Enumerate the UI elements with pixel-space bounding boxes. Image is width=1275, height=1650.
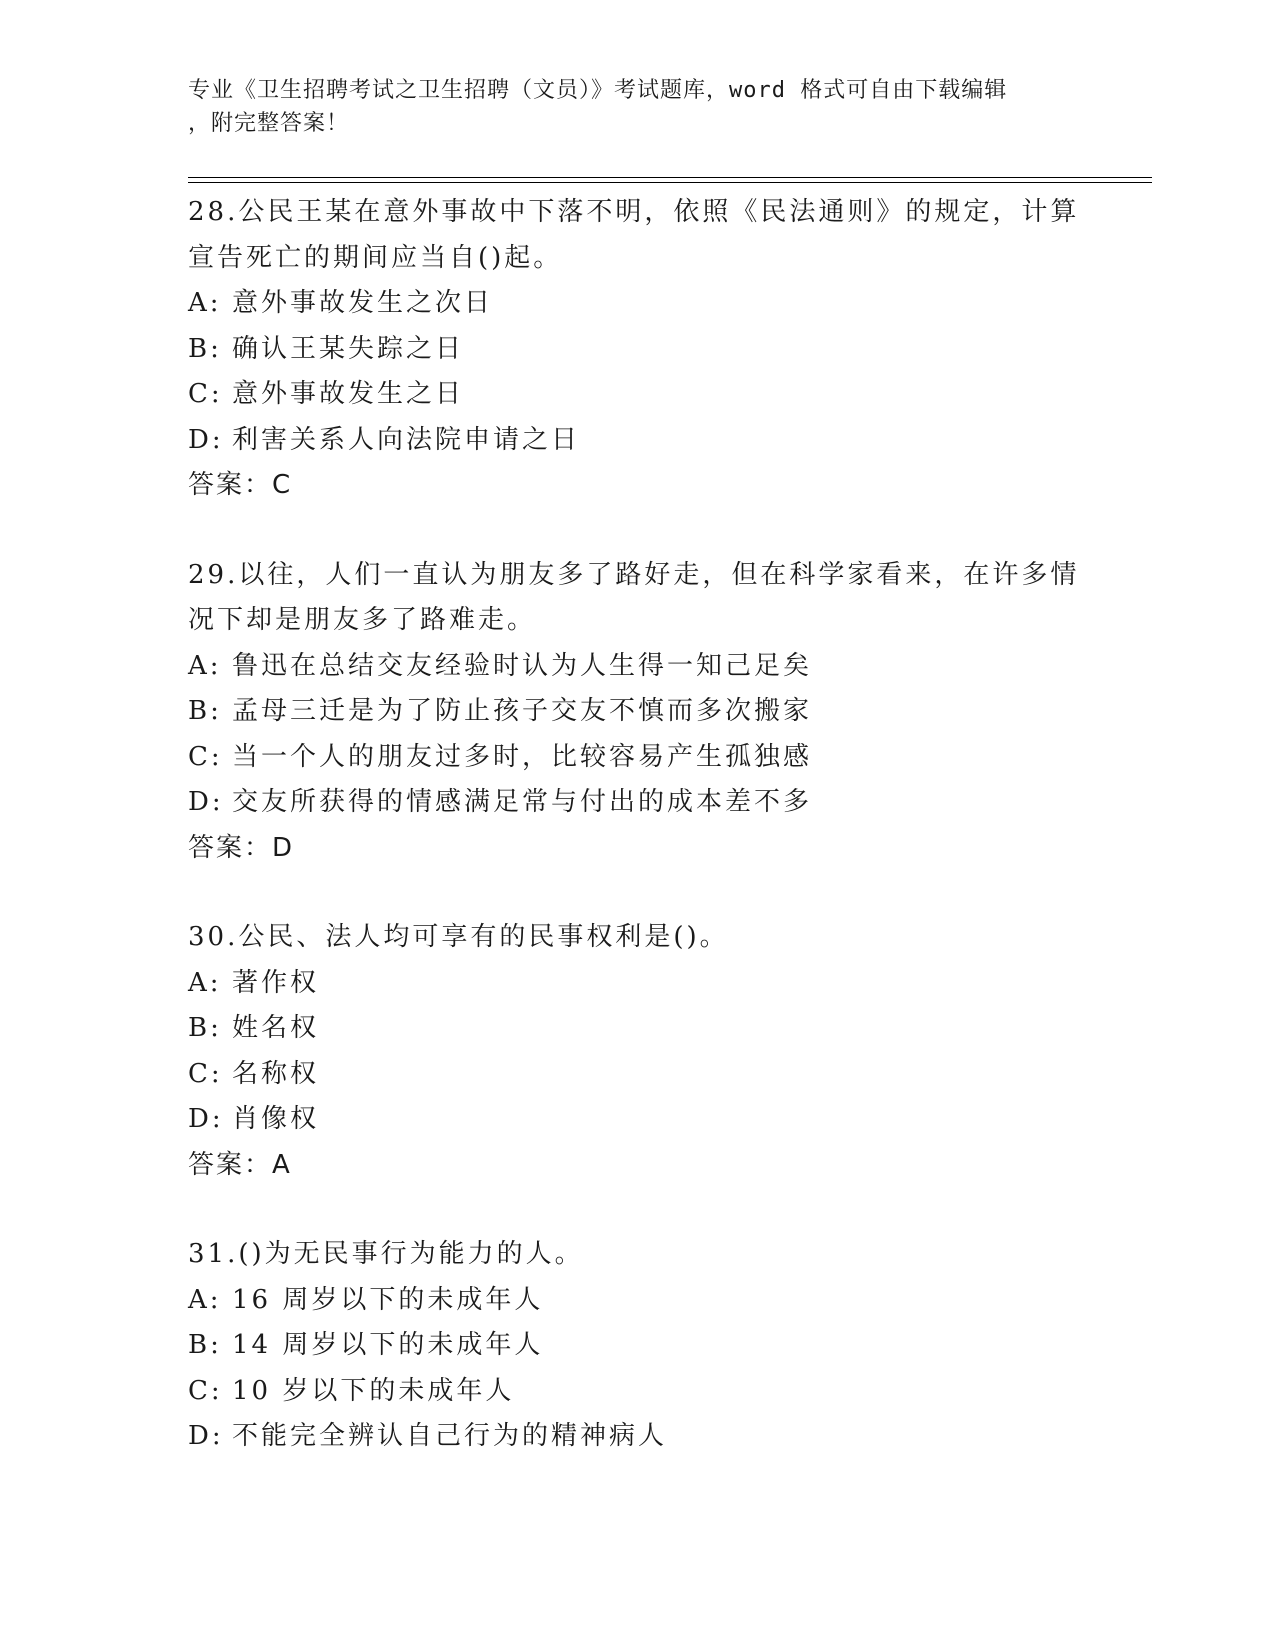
option-c bbox=[188, 1369, 1088, 1415]
option-key: B: bbox=[188, 333, 222, 364]
option-d bbox=[188, 780, 1088, 826]
option-b bbox=[188, 327, 1088, 373]
option-key: A: bbox=[188, 650, 222, 681]
question-item bbox=[188, 553, 1088, 872]
option-text: 10 岁以下的未成年人 bbox=[232, 1375, 515, 1406]
option-key: A: bbox=[188, 288, 222, 318]
option-text: 姓名权 bbox=[232, 1013, 320, 1043]
header-divider-top bbox=[188, 177, 1152, 178]
option-text: 利害关系人向法院申请之日 bbox=[232, 424, 581, 455]
option-text: 确认王某失踪之日 bbox=[232, 333, 465, 364]
answer-line: 答案：A bbox=[188, 1149, 292, 1180]
option-text: 16 周岁以下的未成年人 bbox=[232, 1284, 544, 1315]
option-text: 14 周岁以下的未成年人 bbox=[232, 1330, 544, 1360]
option-key: D: bbox=[188, 787, 224, 817]
option-key: B: bbox=[188, 696, 222, 726]
option-key: D: bbox=[188, 424, 224, 455]
option-key: C: bbox=[188, 379, 223, 409]
option-key: D: bbox=[188, 1421, 224, 1451]
option-d bbox=[188, 418, 1088, 464]
option-text: 当一个人的朋友过多时，比较容易产生孤独感 bbox=[232, 741, 813, 772]
option-text: 鲁迅在总结交友经验时认为人生得一知己足矣 bbox=[232, 650, 813, 681]
header-line-1: 专业《卫生招聘考试之卫生招聘（文员）》考试题库，word 格式可自由下载编辑 bbox=[188, 78, 1008, 103]
option-text: 意外事故发生之次日 bbox=[232, 288, 494, 318]
question-item bbox=[188, 915, 1088, 1188]
option-a bbox=[188, 644, 1088, 690]
document-header bbox=[188, 74, 1088, 140]
option-c bbox=[188, 735, 1088, 781]
question-stem: 31.()为无民事行为能力的人。 bbox=[188, 1239, 584, 1269]
header-divider-bottom bbox=[188, 182, 1152, 183]
option-b bbox=[188, 689, 1088, 735]
question-stem: 30.公民、法人均可享有的民事权利是()。 bbox=[188, 922, 729, 952]
option-c bbox=[188, 1052, 1088, 1098]
option-text: 孟母三迁是为了防止孩子交友不慎而多次搬家 bbox=[232, 696, 813, 726]
question-stem: 29.以往，人们一直认为朋友多了路好走，但在科学家看来，在许多情况下却是朋友多了路难走。 bbox=[188, 559, 1080, 635]
option-text: 著作权 bbox=[232, 967, 320, 998]
option-text: 不能完全辨认自己行为的精神病人 bbox=[232, 1421, 668, 1451]
option-a bbox=[188, 961, 1088, 1007]
option-c bbox=[188, 372, 1088, 418]
option-text: 交友所获得的情感满足常与付出的成本差不多 bbox=[232, 787, 813, 817]
option-key: C: bbox=[188, 1058, 223, 1089]
option-text: 意外事故发生之日 bbox=[232, 379, 465, 409]
option-key: C: bbox=[188, 1375, 223, 1406]
option-key: D: bbox=[188, 1104, 224, 1134]
option-key: B: bbox=[188, 1330, 222, 1360]
question-item bbox=[188, 190, 1088, 509]
option-key: A: bbox=[188, 967, 222, 998]
question-item bbox=[188, 1232, 1088, 1460]
header-line-2: ，附完整答案！ bbox=[188, 111, 350, 136]
option-d bbox=[188, 1414, 1088, 1460]
option-d bbox=[188, 1097, 1088, 1143]
option-b bbox=[188, 1006, 1088, 1052]
answer-line: 答案：C bbox=[188, 470, 293, 500]
option-a bbox=[188, 281, 1088, 327]
option-text: 名称权 bbox=[232, 1058, 320, 1089]
option-key: C: bbox=[188, 741, 223, 772]
question-list bbox=[188, 190, 1088, 1504]
option-text: 肖像权 bbox=[232, 1104, 320, 1134]
option-key: B: bbox=[188, 1013, 222, 1043]
option-a bbox=[188, 1278, 1088, 1324]
answer-line: 答案：D bbox=[188, 832, 295, 863]
question-stem: 28.公民王某在意外事故中下落不明，依照《民法通则》的规定，计算宣告死亡的期间应当自()起。 bbox=[188, 197, 1080, 273]
option-key: A: bbox=[188, 1284, 222, 1315]
option-b bbox=[188, 1323, 1088, 1369]
